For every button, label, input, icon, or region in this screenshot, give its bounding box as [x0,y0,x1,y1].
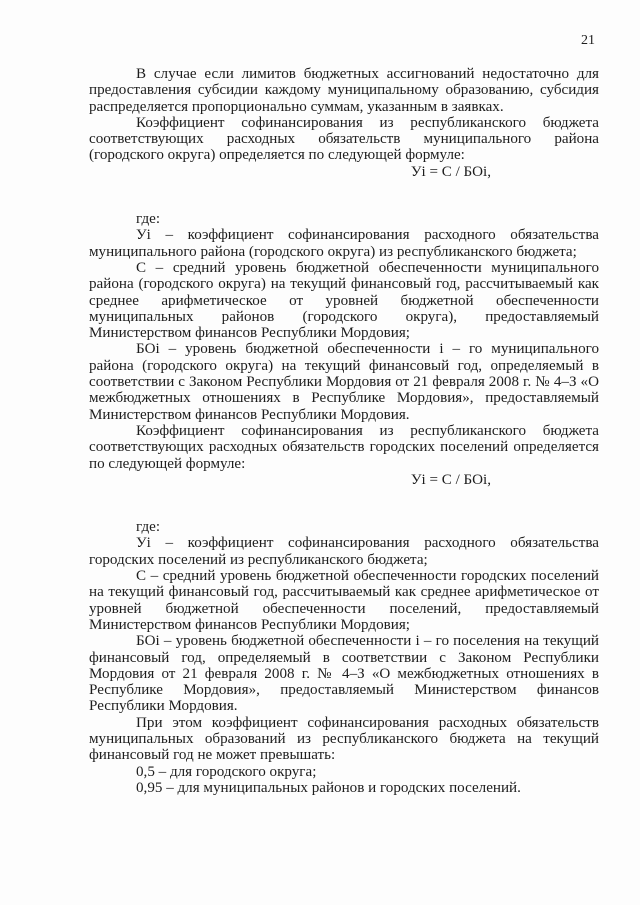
formula-settlements: Уi = С / БОi, [410,471,491,488]
definition-u-districts: Уi – коэффициент софинансирования расходного обязательства муниципального района (городского округа) из республиканского бюджета; [89,227,599,260]
paragraph-coefficient-districts: Коэффициент софинансирования из республиканского бюджета соответствующих расходных обязательств муниципального района (городского округа) определяется по следующей формуле: [89,114,599,164]
where-label: где: [136,211,161,228]
page-number: 21 [581,33,595,48]
definition-u-settlements: Уi – коэффициент софинансирования расходного обязательства городских поселений из республиканского бюджета; [89,535,599,568]
definition-bo-settlements: БОi – уровень бюджетной обеспеченности i – го поселения на текущий финансовый год, определяемый в соответствии с Законом Республики Мордовия от 21 февраля 2008 г. № 4–З «О межбюджетных отношениях в Республике Мордовия», предоставляемый Министерством финансов Республики Мордовия. [89,633,599,715]
paragraph-insufficient-limits: В случае если лимитов бюджетных ассигнований недостаточно для предоставления субсидии каждому муниципальному образованию, субсидия распределяется пропорционально суммам, указанным в заявках. [89,66,599,115]
definition-bo-districts: БОi – уровень бюджетной обеспеченности i – го муниципального района (городского округа) на текущий финансовый год, определяемый в соответствии с Законом Республики Мордовия от 21 февраля 2008 г. № 4–З «О межбюджетных отношениях в Республике Мордовия», предоставляемый Министерством финансов Республики Мордовия. [89,341,599,423]
document-body [89,66,599,796]
definition-c-settlements: С – средний уровень бюджетной обеспеченности городских поселений на текущий финансовый год, рассчитываемый как среднее арифметическое от уровней бюджетной обеспеченности поселений, предоставляемый Министерством финансов Республики Мордовия; [89,568,599,633]
paragraph-coefficient-settlements: Коэффициент софинансирования из республиканского бюджета соответствующих расходных обязательств городских поселений определяется по следующей формуле: [89,422,599,472]
limit-districts-settlements: 0,95 – для муниципальных районов и городских поселений. [136,779,521,796]
limit-city-district: 0,5 – для городского округа; [136,763,317,780]
paragraph-coefficient-limit: При этом коэффициент софинансирования расходных обязательств муниципальных образований из республиканского бюджета на текущий финансовый год не может превышать: [89,714,599,764]
where-label: где: [136,519,161,536]
definition-c-districts: С – средний уровень бюджетной обеспеченности муниципального района (городского округа) на текущий финансовый год, рассчитываемый как среднее арифметическое от уровней бюджетной обеспеченности муниципальных районов (городского округа), предоставляемый Министерством финансов Республики Мордовия; [89,259,599,342]
formula-districts: Уi = С / БОi, [410,163,491,180]
